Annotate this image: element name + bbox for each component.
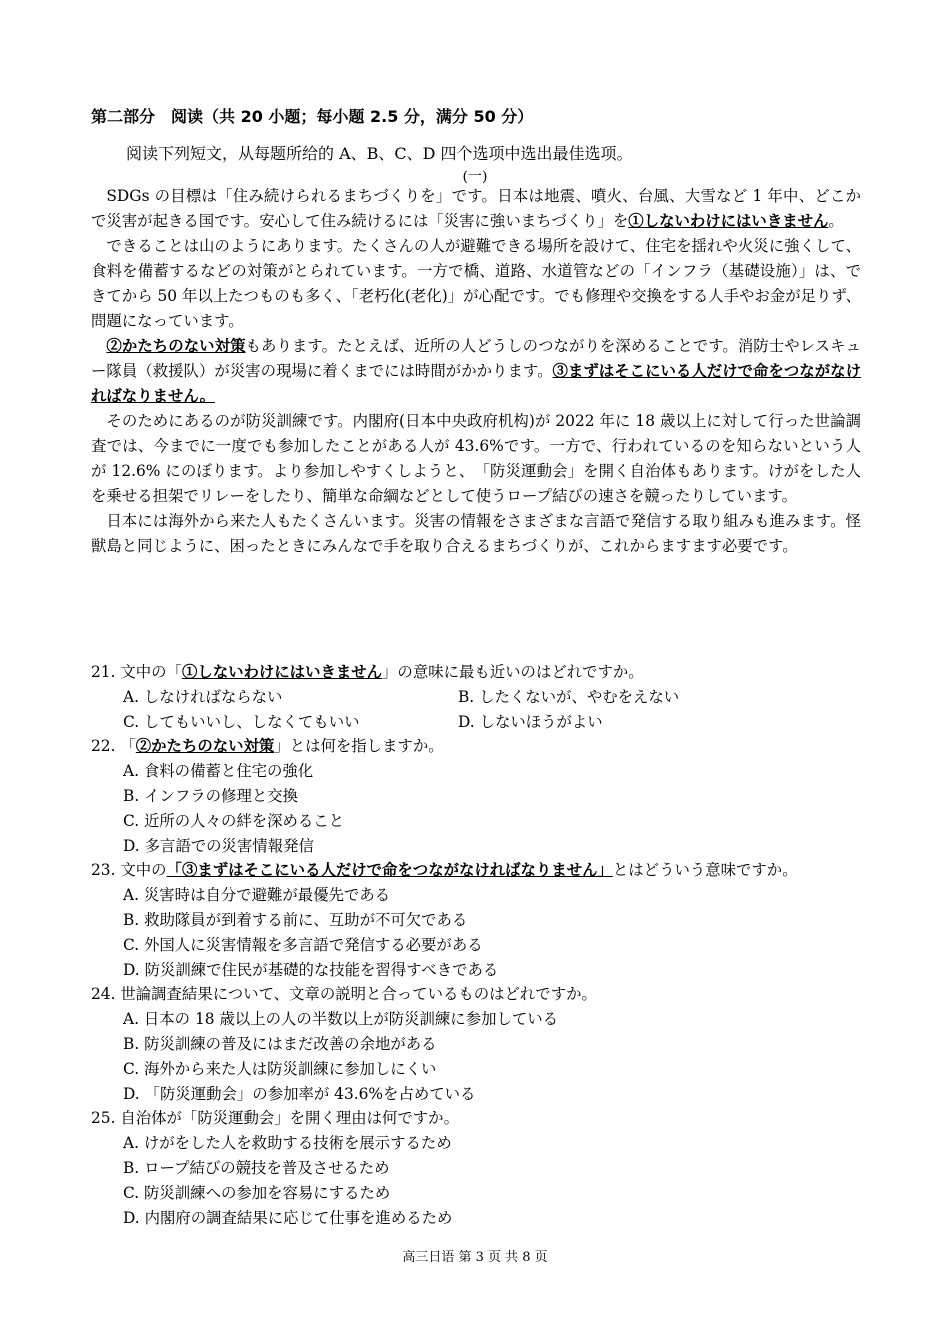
option-a[interactable]: A. 食料の備蓄と住宅の強化: [123, 762, 314, 781]
option-b[interactable]: B. したくないが、やむをえない: [458, 687, 680, 706]
option-d[interactable]: D. しないほうがよい: [458, 712, 603, 731]
instruction: 阅读下列短文，从每题所给的 A、B、C、D 四个选项中选出最佳选项。: [126, 144, 633, 163]
page-footer: 高三日语 第 3 页 共 8 页: [402, 1250, 548, 1265]
paragraph-4: そのためにあるのが防災訓練です。内閣府(日本中央政府机构)が 2022 年に 18 歳以上に対して行った世論調査では、今までに一度でも参加したことがある人が 43.6%です。一方で、行われているのを知らないという人が 12.6% にのぼります。より参加しやすくしようと、 「防災運動会」を開く自治体もあります。けがをした人を乗せる担架でリレーをしたり、簡単な命綱などとして使うロープ結びの速さを競ったりしています。: [91, 412, 861, 505]
question-21: 21. 文中の「①しないわけにはいきません」の意味に最も近いのはどれですか。: [91, 663, 644, 681]
question-25: 25. 自治体が「防災運動会」を開く理由は何ですか。: [91, 1109, 459, 1128]
option-c[interactable]: C. 外国人に災害情報を多言語で発信する必要がある: [123, 935, 483, 954]
paragraph-3: ②かたちのない対策もあります。たとえば、近所の人どうしのつながりを深めることです。消防士やレスキュー隊員（救援队）が災害の現場に着くまでには時間がかかります。③まずはそこにいる人だけで命をつながなければなりません。: [91, 337, 861, 405]
option-d[interactable]: D. 内閣府の調査結果に応じて仕事を進めるため: [123, 1208, 453, 1227]
option-a[interactable]: A. けがをした人を救助する技術を展示するため: [123, 1134, 452, 1153]
option-c[interactable]: C. 海外から来た人は防災訓練に参加しにくい: [123, 1059, 437, 1078]
underlined-phrase-1: ①しないわけにはいきません: [628, 212, 829, 230]
paragraph-2: できることは山のようにあります。たくさんの人が避難できる場所を設けて、住宅を揺れや火災に強くして、食料を備蓄するなどの対策がとられています。一方で橋、道路、水道管などの「インフラ（基礎设施）」は、できてから 50 年以上たつものも多く、「老朽化(老化)」が心配です。でも修理や交換をする人手やお金が足りず、問題になっています。: [91, 237, 861, 330]
option-d[interactable]: D. 防災訓練で住民が基礎的な技能を習得すべきである: [123, 960, 499, 979]
options-row: [91, 710, 871, 735]
options-row: [91, 685, 871, 710]
question-23: 23. 文中の「③まずはそこにいる人だけで命をつながなければなりません」とはどういう意味ですか。: [91, 861, 798, 880]
option-c[interactable]: C. 防災訓練への参加を容易にするため: [123, 1183, 391, 1202]
option-a[interactable]: A. しなければならない: [123, 687, 283, 706]
option-c[interactable]: C. してもいいし、しなくてもいい: [123, 712, 360, 731]
option-b[interactable]: B. 救助隊員が到着する前に、互助が不可欠である: [123, 910, 468, 929]
paragraph-5: 日本には海外から来た人もたくさんいます。災害の情報をさまざまな言語で発信する取り組みも進みます。怪獣島と同じように、困ったときにみんなで手を取り合えるまちづくりが、これからますます必要です。: [91, 512, 861, 555]
paragraph-1: SDGs の目標は「住み続けられるまちづくりを」です。日本は地震、噴火、台風、大雪など 1 年中、どこかで災害が起きる国です。安心して住み続けるには「災害に強いまちづくり」を①しないわけにはいきません。: [91, 187, 861, 230]
option-b[interactable]: B. ロープ結びの競技を普及させるため: [123, 1158, 390, 1177]
option-c[interactable]: C. 近所の人々の絆を深めること: [123, 811, 345, 830]
section-title: 第二部分 阅读（共 20 小题；每小题 2.5 分，满分 50 分）: [91, 107, 534, 126]
option-a[interactable]: A. 日本の 18 歳以上の人の半数以上が防災訓練に参加している: [123, 1010, 559, 1029]
question-list: [91, 660, 871, 1230]
option-b[interactable]: B. インフラの修理と交換: [123, 786, 299, 805]
option-d[interactable]: D. 「防災運動会」の参加率が 43.6%を占めている: [123, 1084, 476, 1103]
question-24: 24. 世論調査結果について、文章の説明と合っているものはどれですか。: [91, 985, 597, 1004]
underlined-phrase-2: ②かたちのない対策: [106, 337, 246, 355]
question-22: 22. 「②かたちのない対策」とは何を指しますか。: [91, 737, 444, 756]
underlined-phrase-3: ③まずはそこにいる人だけで命をつながなければなりません。: [91, 362, 861, 405]
option-d[interactable]: D. 多言語での災害情報発信: [123, 836, 314, 855]
reading-passage: [91, 184, 861, 559]
passage-number: (一): [462, 169, 488, 185]
option-b[interactable]: B. 防災訓練の普及にはまだ改善の余地がある: [123, 1034, 437, 1053]
option-a[interactable]: A. 災害時は自分で避難が最優先である: [123, 886, 391, 905]
